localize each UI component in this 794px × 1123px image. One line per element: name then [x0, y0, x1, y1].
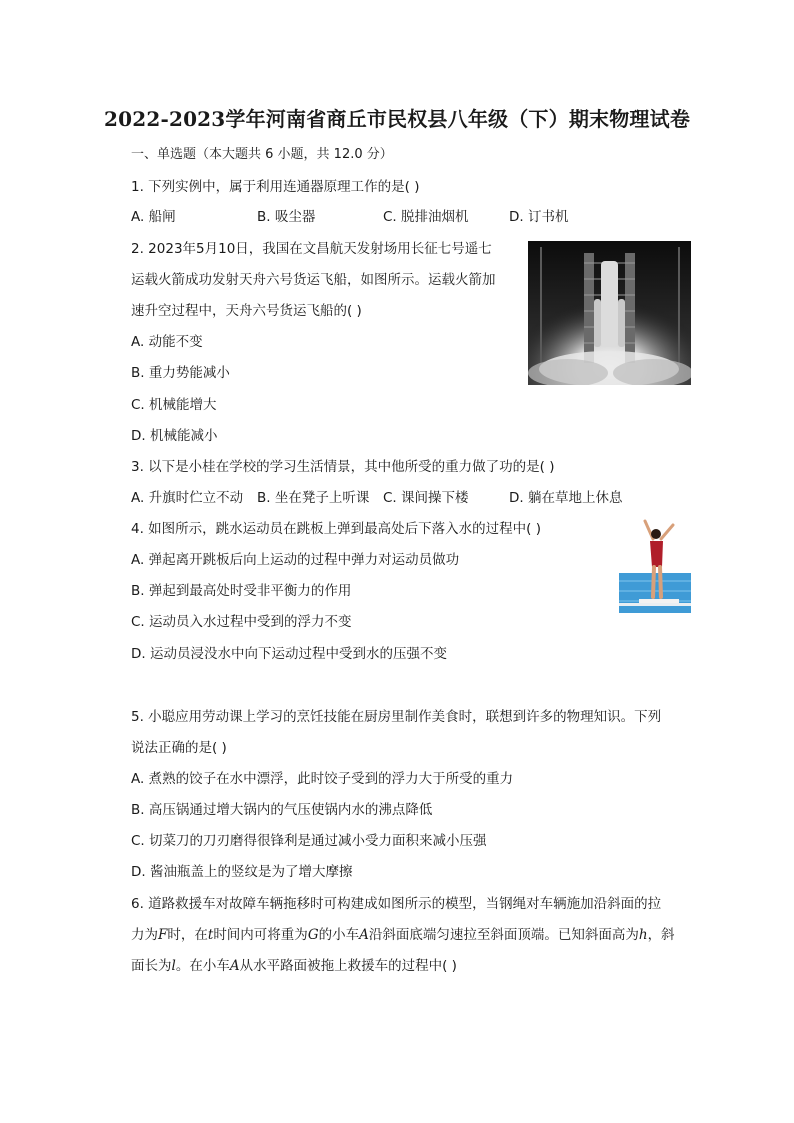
q6-text: 力为	[131, 927, 158, 943]
rocket-launch-illustration	[528, 241, 691, 385]
question-2-stem-line-2: 运载火箭成功发射天舟六号货运飞船，如图所示。运载火箭加	[131, 272, 496, 288]
question-6-stem-line-2	[131, 926, 675, 944]
section-heading: 一、单选题（本大题共 6 小题，共 12.0 分）	[131, 147, 393, 162]
question-6-stem-line-3	[131, 957, 457, 975]
q6-var-a: A	[229, 958, 240, 974]
question-3-stem: 3. 以下是小桂在学校的学习生活情景，其中他所受的重力做了功的是( )	[131, 459, 555, 475]
question-3-option-a: A. 升旗时伫立不动	[131, 490, 244, 506]
question-4-option-c: C. 运动员入水过程中受到的浮力不变	[131, 614, 352, 630]
q6-text: 面长为	[131, 958, 172, 974]
question-1-option-a: A. 船闸	[131, 209, 176, 225]
q6-var-g: G	[307, 927, 319, 943]
question-2-option-a: A. 动能不变	[131, 334, 203, 350]
question-2-stem-line-3: 速升空过程中，天舟六号货运飞船的( )	[131, 303, 362, 319]
q6-text: 从水平路面被拖上救援车的过程中( )	[239, 958, 457, 974]
question-5-stem-line-1: 5. 小聪应用劳动课上学习的烹饪技能在厨房里制作美食时，联想到许多的物理知识。下列	[131, 709, 662, 725]
question-4-option-d: D. 运动员浸没水中向下运动过程中受到水的压强不变	[131, 646, 447, 662]
question-3-option-b: B. 坐在凳子上听课	[257, 490, 370, 506]
q6-text: 的小车	[318, 927, 360, 943]
diver-photo	[619, 517, 691, 613]
question-5-option-b: B. 高压锅通过增大锅内的气压使锅内水的沸点降低	[131, 802, 433, 818]
question-1-option-d: D. 订书机	[509, 209, 569, 225]
question-1-option-c: C. 脱排油烟机	[383, 209, 469, 225]
question-1-stem: 1. 下列实例中，属于利用连通器原理工作的是( )	[131, 179, 420, 195]
q6-text: ，斜	[647, 927, 675, 943]
question-2-option-d: D. 机械能减小	[131, 428, 218, 444]
q6-var-h: h	[638, 927, 648, 943]
question-5-option-a: A. 煮熟的饺子在水中漂浮，此时饺子受到的浮力大于所受的重力	[131, 771, 514, 787]
question-2-option-c: C. 机械能增大	[131, 397, 217, 413]
q6-text: 时，在	[167, 927, 208, 943]
question-5-option-d: D. 酱油瓶盖上的竖纹是为了增大摩擦	[131, 864, 353, 880]
question-3-option-c: C. 课间操下楼	[383, 490, 469, 506]
diver-illustration	[619, 517, 691, 613]
question-5-stem-line-2: 说法正确的是( )	[131, 740, 227, 756]
question-2-stem-line-1: 2. 2023年5月10日，我国在文昌航天发射场用长征七号遥七	[131, 241, 492, 257]
q6-var-l: l	[171, 958, 176, 974]
q6-var-a: A	[359, 927, 369, 943]
q6-text: 时间内可将重为	[213, 927, 308, 943]
q6-text: 。在小车	[175, 958, 230, 974]
q6-text: 沿斜面底端匀速拉至斜面顶端。已知斜面高为	[368, 927, 639, 943]
question-4-option-b: B. 弹起到最高处时受非平衡力的作用	[131, 583, 352, 599]
question-4-stem: 4. 如图所示，跳水运动员在跳板上弹到最高处后下落入水的过程中( )	[131, 521, 541, 537]
question-4-option-a: A. 弹起离开跳板后向上运动的过程中弹力对运动员做功	[131, 552, 460, 568]
question-2-option-b: B. 重力势能减小	[131, 365, 230, 381]
exam-title: 2022-2023学年河南省商丘市民权县八年级（下）期末物理试卷	[103, 107, 691, 131]
q6-var-f: F	[158, 927, 168, 943]
question-6-stem-line-1: 6. 道路救援车对故障车辆拖移时可构建成如图所示的模型，当钢绳对车辆施加沿斜面的拉	[131, 896, 662, 912]
question-1-option-b: B. 吸尘器	[257, 209, 316, 225]
rocket-launch-photo	[528, 241, 691, 385]
q6-var-t: t	[207, 927, 214, 943]
question-3-option-d: D. 躺在草地上休息	[509, 490, 623, 506]
question-5-option-c: C. 切菜刀的刀刃磨得很锋利是通过减小受力面积来减小压强	[131, 833, 487, 849]
